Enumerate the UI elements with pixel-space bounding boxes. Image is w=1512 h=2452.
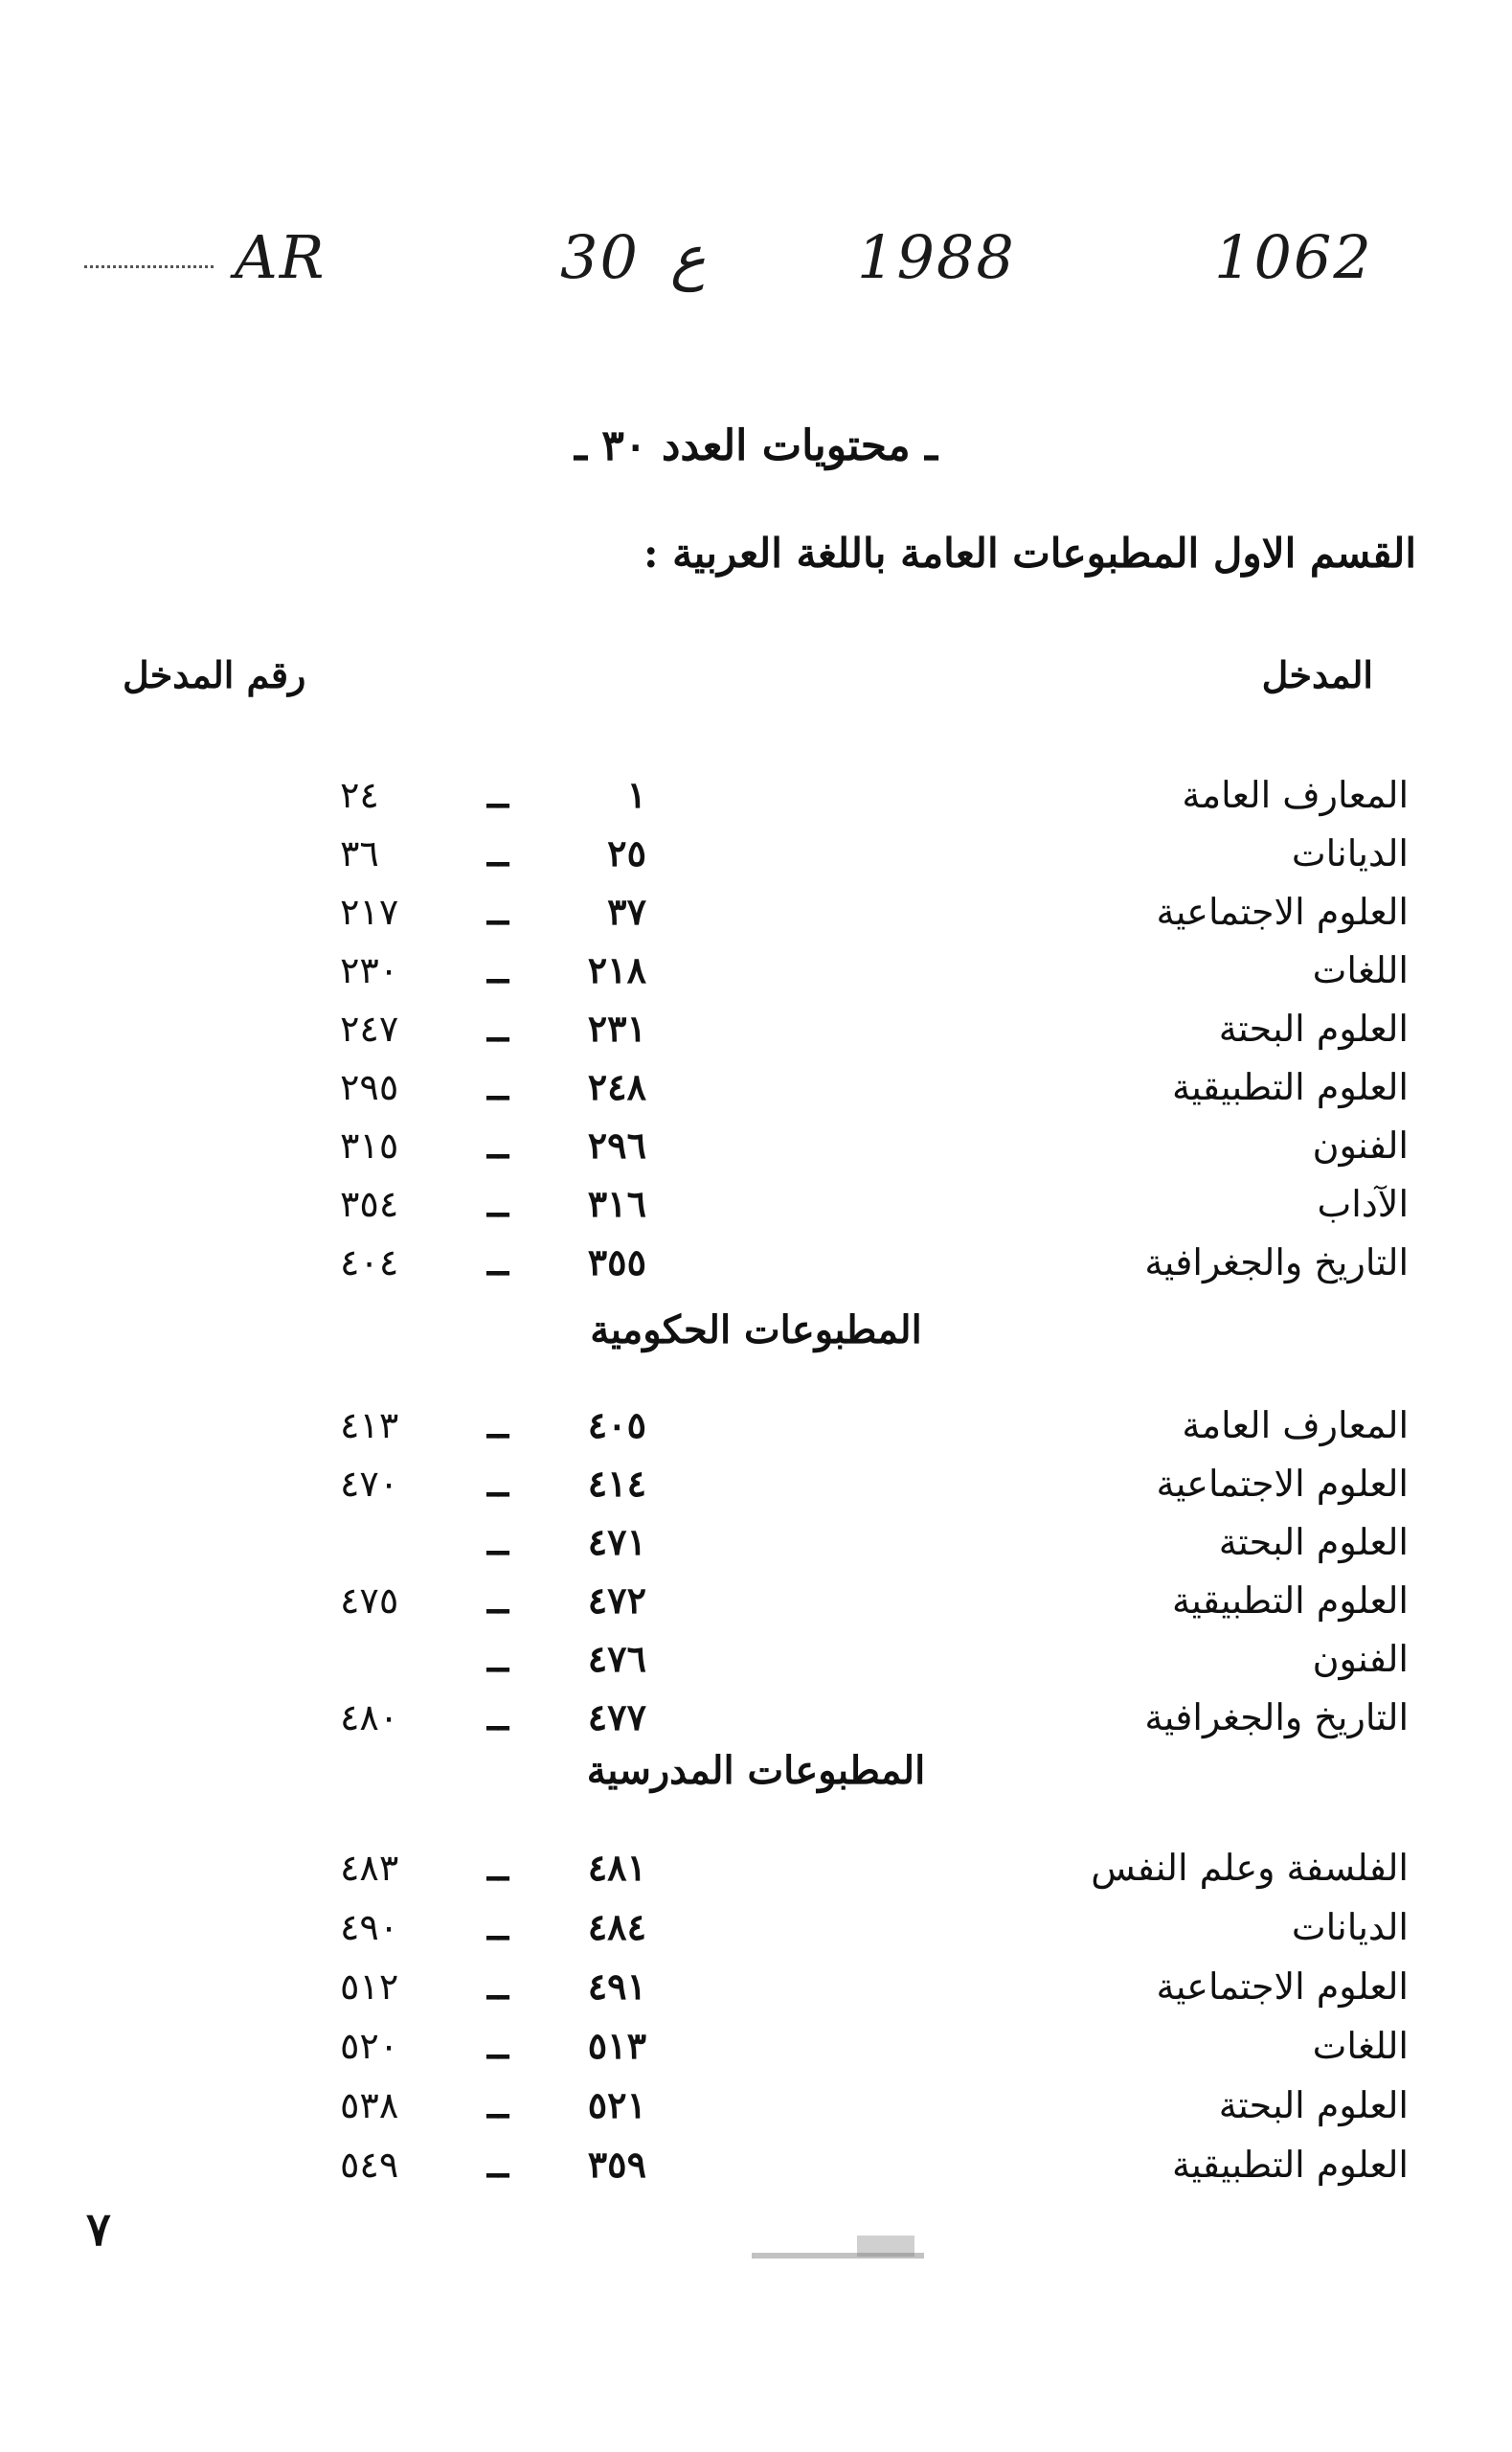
range-dash: ــ — [486, 1065, 509, 1108]
index-row — [0, 2077, 1512, 2134]
range-start: ٤١٤ — [587, 1462, 646, 1505]
column-header-entry: المدخل — [1261, 653, 1373, 696]
page-title: ـ محتويات العدد ٣٠ ـ — [575, 421, 937, 470]
index-row — [0, 1839, 1512, 1896]
range-dash: ــ — [486, 1964, 509, 2008]
entry-range — [340, 2017, 646, 2075]
range-dash: ــ — [486, 1578, 509, 1622]
range-end: ٤٩٠ — [340, 1906, 399, 1948]
range-start: ٤٧٢ — [587, 1578, 646, 1622]
range-dash: ــ — [486, 831, 509, 874]
range-start: ٤٠٥ — [587, 1403, 646, 1446]
entry-range — [340, 1000, 646, 1057]
range-start: ٥٢١ — [587, 2083, 646, 2126]
subject-label: العلوم البحتة — [1218, 1521, 1409, 1563]
range-start: ٣١٦ — [587, 1182, 646, 1225]
entry-range — [340, 1839, 646, 1896]
range-end: ٥٢٠ — [340, 2025, 399, 2067]
range-end: ٤٧٠ — [340, 1463, 399, 1505]
entry-range — [340, 825, 646, 882]
range-start: ٢١٨ — [587, 948, 646, 991]
range-dash: ــ — [486, 2143, 509, 2186]
range-dash: ــ — [486, 1695, 509, 1738]
subject-label: الديانات — [1291, 832, 1409, 874]
range-dash: ــ — [486, 890, 509, 933]
subject-label: العلوم البحتة — [1218, 1008, 1409, 1050]
subject-label: العلوم التطبيقية — [1171, 1579, 1409, 1622]
range-dash: ــ — [486, 1403, 509, 1446]
range-end: ٢٤ — [340, 774, 379, 816]
range-dash: ــ — [486, 1240, 509, 1283]
subject-label: العلوم الاجتماعية — [1156, 891, 1409, 933]
range-start: ٢٥ — [607, 831, 646, 874]
subject-label: الآداب — [1317, 1183, 1409, 1225]
range-dash: ــ — [486, 773, 509, 816]
range-end: ٢١٧ — [340, 891, 399, 933]
entry-range — [340, 1396, 646, 1454]
entry-range — [340, 883, 646, 941]
range-start: ٢٤٨ — [587, 1065, 646, 1108]
index-row — [0, 1689, 1512, 1746]
index-row — [0, 1396, 1512, 1454]
range-end: ٣١٥ — [340, 1124, 399, 1167]
subject-label: العلوم التطبيقية — [1171, 1066, 1409, 1108]
range-end: ٢٤٧ — [340, 1008, 399, 1050]
range-dash: ــ — [486, 1462, 509, 1505]
index-row — [0, 883, 1512, 941]
index-row — [0, 1234, 1512, 1291]
entry-range — [340, 942, 646, 999]
range-dash: ــ — [486, 948, 509, 991]
handwritten-issue: 30 — [560, 222, 640, 292]
subject-label: العلوم البحتة — [1218, 2084, 1409, 2126]
subject-label: العلوم التطبيقية — [1171, 2144, 1409, 2186]
range-dash: ــ — [486, 1182, 509, 1225]
range-end: ٣٦ — [340, 832, 379, 874]
range-end: ٢٩٥ — [340, 1066, 399, 1108]
subject-label: الفلسفة وعلم النفس — [1091, 1847, 1409, 1889]
range-end: ٢٣٠ — [340, 949, 399, 991]
range-start: ٤٧١ — [587, 1520, 646, 1563]
dotted-line — [84, 265, 214, 268]
index-row — [0, 1455, 1512, 1512]
subject-label: الفنون — [1312, 1124, 1409, 1167]
range-start: ٤٨١ — [587, 1846, 646, 1889]
range-end: ٥١٢ — [340, 1965, 399, 2008]
range-dash: ــ — [486, 1124, 509, 1167]
part-heading: القسم الاول المطبوعات العامة باللغة العربية : — [643, 530, 1416, 577]
entry-range — [340, 1175, 646, 1233]
entry-range — [340, 1234, 646, 1291]
entry-range — [340, 1689, 646, 1746]
index-row — [0, 1958, 1512, 2015]
range-dash: ــ — [486, 1846, 509, 1889]
range-dash: ــ — [486, 1007, 509, 1050]
range-start: ٤٧٦ — [587, 1637, 646, 1680]
index-row — [0, 1572, 1512, 1629]
subject-label: العلوم الاجتماعية — [1156, 1965, 1409, 2008]
range-dash: ــ — [486, 1637, 509, 1680]
range-dash: ــ — [486, 1905, 509, 1948]
range-start: ٤٩١ — [587, 1964, 646, 2008]
subject-label: اللغات — [1312, 2025, 1409, 2067]
entry-range — [340, 1572, 646, 1629]
range-start: ١ — [626, 773, 646, 816]
entry-range — [340, 1958, 646, 2015]
subject-label: الفنون — [1312, 1638, 1409, 1680]
subject-label: المعارف العامة — [1182, 1404, 1409, 1446]
range-end: ٤٧٥ — [340, 1579, 399, 1622]
subject-label: التاريخ والجغرافية — [1144, 1241, 1409, 1283]
range-end: ٣٥٤ — [340, 1183, 399, 1225]
index-row — [0, 1513, 1512, 1571]
range-start: ٥١٣ — [587, 2024, 646, 2067]
entry-range — [340, 1117, 646, 1174]
entry-range — [340, 1058, 646, 1116]
handwritten-number-1: 1062 — [1214, 222, 1373, 292]
column-header-number: رقم المدخل — [123, 653, 306, 696]
range-end: ٥٣٨ — [340, 2084, 399, 2126]
entry-range — [340, 1455, 646, 1512]
range-start: ٣٥٥ — [587, 1240, 646, 1283]
range-end: ٤٨٠ — [340, 1696, 399, 1738]
handwritten-year: 1988 — [857, 222, 1016, 292]
range-start: ٢٩٦ — [587, 1124, 646, 1167]
entry-range — [340, 1630, 646, 1688]
index-row — [0, 1058, 1512, 1116]
index-row — [0, 825, 1512, 882]
index-row — [0, 2017, 1512, 2075]
entry-range — [340, 2136, 646, 2193]
page-number-mark: ٧ — [86, 2203, 111, 2257]
range-start: ٣٥٩ — [587, 2143, 646, 2186]
entry-range — [340, 1898, 646, 1956]
range-dash: ــ — [486, 2024, 509, 2067]
school-heading: المطبوعات المدرسية — [586, 1748, 926, 1793]
subject-label: الديانات — [1291, 1906, 1409, 1948]
index-row — [0, 2136, 1512, 2193]
subject-label: التاريخ والجغرافية — [1144, 1696, 1409, 1738]
index-row — [0, 1000, 1512, 1057]
range-dash: ــ — [486, 2083, 509, 2126]
range-start: ٤٨٤ — [587, 1905, 646, 1948]
subject-label: المعارف العامة — [1182, 774, 1409, 816]
index-row — [0, 1175, 1512, 1233]
range-start: ٣٧ — [607, 890, 646, 933]
range-end: ٤١٣ — [340, 1404, 399, 1446]
range-end: ٥٤٩ — [340, 2144, 399, 2186]
entry-range — [340, 2077, 646, 2134]
subject-label: اللغات — [1312, 949, 1409, 991]
handwritten-letter: ع — [670, 222, 706, 292]
index-row — [0, 1898, 1512, 1956]
government-heading: المطبوعات الحكومية — [590, 1307, 922, 1352]
range-start: ٤٧٧ — [587, 1695, 646, 1738]
range-start: ٢٣١ — [587, 1007, 646, 1050]
library-stamp-smudge — [742, 2232, 934, 2266]
index-row — [0, 942, 1512, 999]
subject-label: العلوم الاجتماعية — [1156, 1463, 1409, 1505]
entry-range — [340, 766, 646, 824]
range-end: ٤٠٤ — [340, 1241, 399, 1283]
index-row — [0, 766, 1512, 824]
range-dash: ــ — [486, 1520, 509, 1563]
handwritten-code: AR — [235, 222, 327, 292]
index-row — [0, 1630, 1512, 1688]
entry-range — [340, 1513, 646, 1571]
index-row — [0, 1117, 1512, 1174]
range-end: ٤٨٣ — [340, 1847, 399, 1889]
